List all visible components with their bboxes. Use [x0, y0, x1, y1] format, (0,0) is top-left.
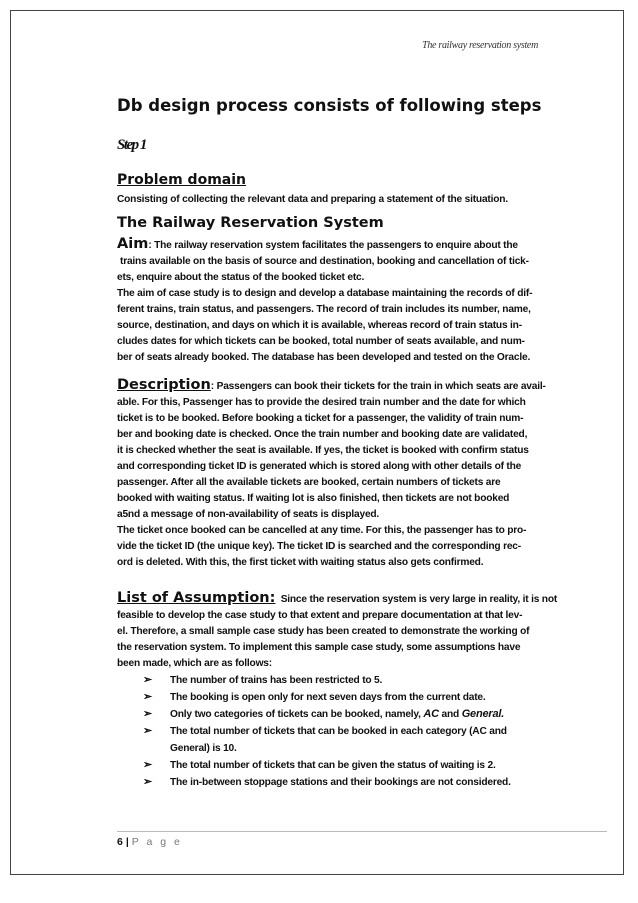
- aim-label: Aim: [117, 236, 149, 252]
- arrow-bullet-icon: ➢: [143, 759, 153, 771]
- footer-separator: |: [125, 836, 129, 848]
- assumptions-section: List of Assumption: Since the reservation system is very large in reality, it is not feasible to develop the case study to that extent and prepare documentation at that lev- el. Therefore, a small sample case study has been created to demonstrate the working of the reservation system. To implement this sample case study, some assumptions have been made, which are as follows:: [117, 590, 558, 669]
- list-item: ➢ The booking is open only for next seven days from the current date.: [143, 689, 595, 706]
- footer-divider: [117, 831, 607, 832]
- problem-domain-heading: Problem domain: [117, 172, 247, 188]
- arrow-bullet-icon: ➢: [143, 674, 153, 686]
- list-item: ➢ The in-between stoppage stations and their bookings are not considered.: [143, 774, 595, 791]
- system-heading: The Railway Reservation System: [117, 215, 384, 231]
- arrow-bullet-icon: ➢: [143, 708, 153, 720]
- arrow-bullet-icon: ➢: [143, 725, 153, 737]
- page-footer: [117, 836, 182, 848]
- list-item: ➢ The total number of tickets that can be given the status of waiting is 2.: [143, 757, 595, 774]
- arrow-bullet-icon: ➢: [143, 691, 153, 703]
- page-title: Db design process consists of following steps: [117, 96, 542, 115]
- arrow-bullet-icon: ➢: [143, 776, 153, 788]
- list-item: ➢ The number of trains has been restricted to 5.: [143, 672, 595, 689]
- page-number: 6: [117, 836, 123, 848]
- step-label: Step 1: [117, 137, 146, 153]
- description-label: Description: [117, 377, 211, 393]
- problem-domain-text: Consisting of collecting the relevant data and preparing a statement of the situation.: [117, 194, 508, 205]
- aim-section: Aim: The railway reservation system facilitates the passengers to enquire about the trains available on the basis of source and destination, booking and cancellation of tick- ets, enquire about the status of the booked ticket etc. The aim of case study is to design and develop a database maintaining the records of dif- ferent trains, train status, and passengers. The record of train includes its number, name, source, destination, and days on which it is available, whereas record of train status in- cludes dates for which tickets can be booked, total number of seats available, and num- ber of seats already booked. The database has been developed and tested on the Oracle.: [117, 236, 533, 363]
- assumptions-list: [143, 672, 595, 791]
- list-item: ➢ Only two categories of tickets can be booked, namely, AC and General.: [143, 706, 595, 723]
- running-header: The railway reservation system: [422, 40, 538, 51]
- page-word: P a g e: [131, 836, 183, 848]
- list-item: ➢ The total number of tickets that can be booked in each category (AC and General) is 10.: [143, 725, 507, 754]
- description-section: Description: Passengers can book their tickets for the train in which seats are avail- able. For this, Passenger has to provide the desired train number and the date for which ticket is to be booked. Before booking a ticket for a passenger, the validity of train num- ber and booking date is checked. Once the train number and booking date are validated, it is checked whether the seat is available. If yes, the ticket is booked with confirm status and corresponding ticket ID is generated which is stored along with other details of the passenger. After all the available tickets are booked, certain numbers of tickets are booked with waiting status. If waiting lot is also finished, then tickets are not booked a5nd a message of non-availability of seats is displayed. The ticket once booked can be cancelled at any time. For this, the passenger has to pro- vide the ticket ID (the unique key). The ticket ID is searched and the corresponding rec- ord is deleted. With this, the first ticket with waiting status also gets confirmed.: [117, 377, 546, 568]
- assumptions-label: List of Assumption:: [117, 590, 276, 606]
